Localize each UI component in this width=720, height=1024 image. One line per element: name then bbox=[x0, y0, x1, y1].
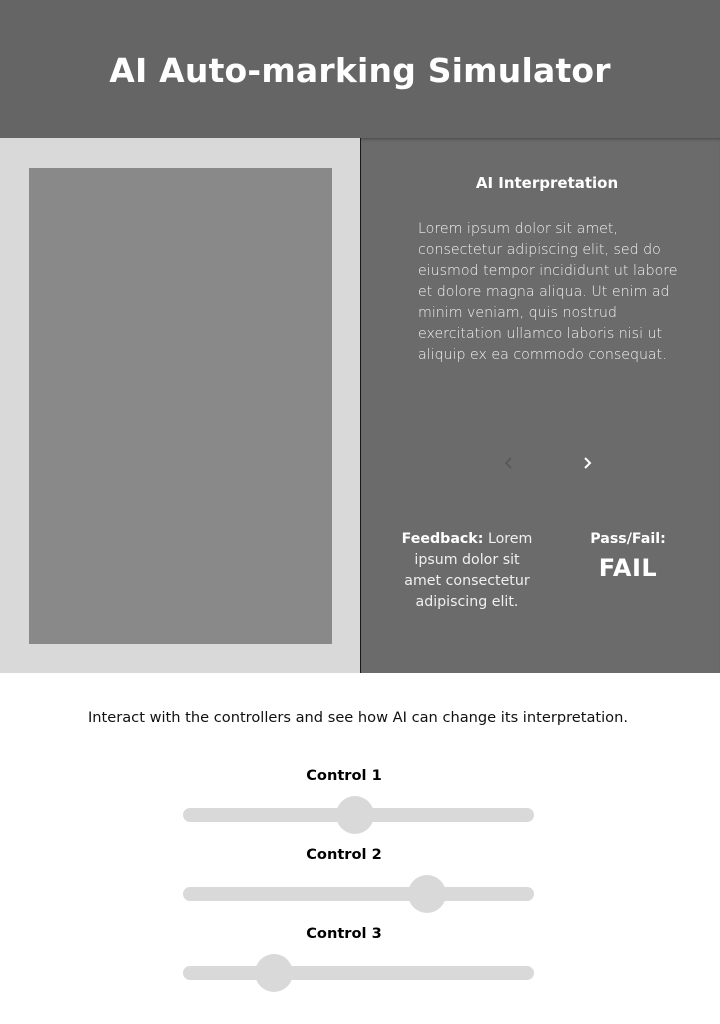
control-2-slider[interactable] bbox=[183, 887, 534, 901]
pass-fail bbox=[583, 529, 673, 583]
chevron-left-icon bbox=[504, 456, 514, 470]
feedback bbox=[399, 529, 535, 613]
image-panel bbox=[0, 138, 360, 673]
instructions: Interact with the controllers and see how AI can change its interpretation. bbox=[87, 709, 628, 726]
control-3-slider[interactable] bbox=[183, 966, 534, 980]
control-3-thumb[interactable] bbox=[255, 954, 293, 992]
header bbox=[0, 0, 720, 138]
interpretation-panel bbox=[361, 138, 720, 673]
control-1-slider[interactable] bbox=[183, 808, 534, 822]
image-placeholder bbox=[29, 168, 332, 644]
previous-button[interactable] bbox=[499, 452, 519, 474]
control-2-thumb[interactable] bbox=[408, 875, 446, 913]
control-2-label: Control 2 bbox=[306, 846, 382, 863]
pass-fail-value: FAIL bbox=[598, 554, 658, 582]
feedback-text: Lorem ipsum dolor sit amet consectetur adipiscing elit. bbox=[404, 531, 533, 610]
next-button[interactable] bbox=[577, 452, 597, 474]
pass-fail-label: Pass/Fail: bbox=[590, 531, 666, 547]
control-1-thumb[interactable] bbox=[336, 796, 374, 834]
interpretation-text: Lorem ipsum dolor sit amet, consectetur adipiscing elit, sed do eiusmod tempor incididunt ut labore et dolore magna aliqua. Ut enim ad minim veniam, quis nostrud exercitation ullamco laboris nisi ut aliquip ex ea commodo consequat. bbox=[418, 221, 678, 363]
control-1-label: Control 1 bbox=[306, 767, 382, 784]
page-title: AI Auto-marking Simulator bbox=[109, 50, 611, 90]
chevron-right-icon bbox=[582, 456, 592, 470]
control-3-label: Control 3 bbox=[306, 925, 382, 942]
interpretation-title: AI Interpretation bbox=[475, 174, 619, 192]
feedback-label: Feedback: bbox=[401, 531, 484, 547]
